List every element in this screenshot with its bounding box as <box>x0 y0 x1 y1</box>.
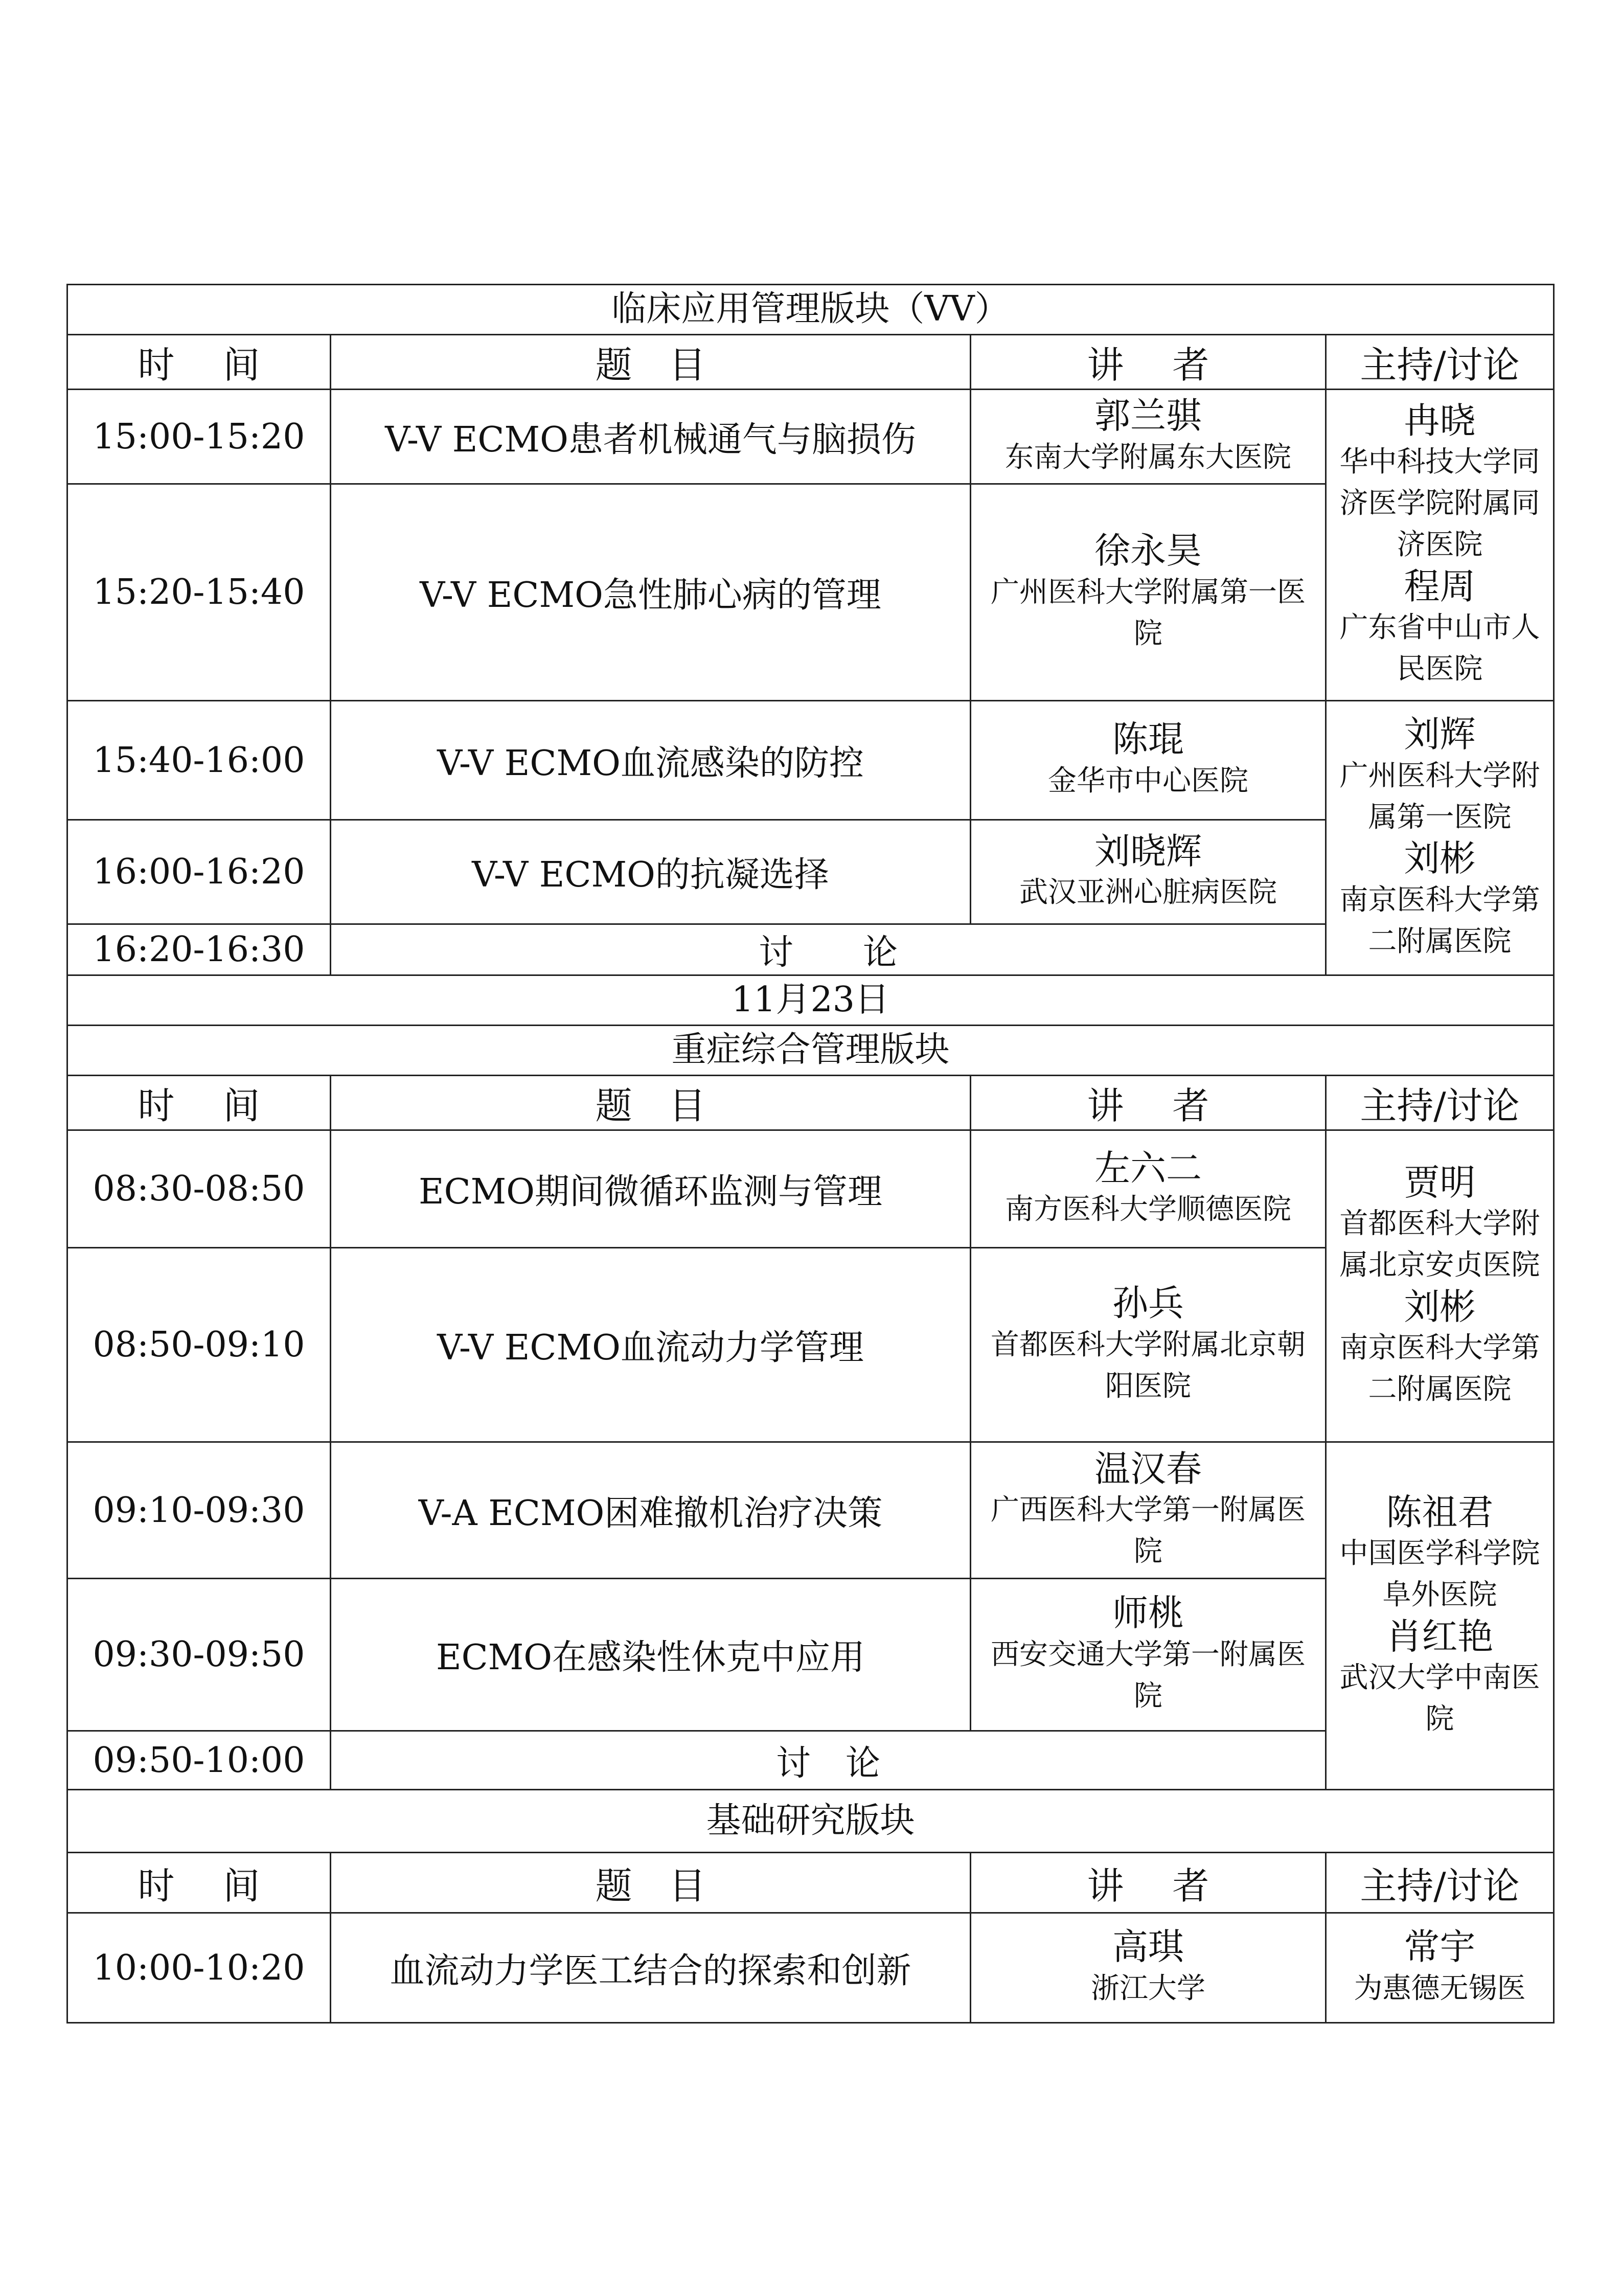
header-topic: 题 目 <box>331 335 971 390</box>
speaker-name: 徐永昊 <box>1094 530 1202 572</box>
time-cell: 10:00-10:20 <box>67 1913 331 2023</box>
speaker-cell <box>971 1442 1326 1579</box>
header-speaker: 讲 者 <box>971 1076 1326 1130</box>
section-title-row <box>67 285 1554 335</box>
discussion-cell: 讨 论 <box>331 924 1326 975</box>
speaker-affiliation: 西安交通大学第一附属医院 <box>991 1638 1306 1713</box>
table-row <box>67 390 1554 484</box>
section-title-row <box>67 1026 1554 1076</box>
topic-cell: ECMO期间微循环监测与管理 <box>331 1130 971 1248</box>
speaker-name: 郭兰骐 <box>1094 395 1202 437</box>
header-time: 时 间 <box>67 1076 331 1130</box>
host-affiliation: 首都医科大学附属北京安贞医院 <box>1339 1207 1540 1282</box>
topic-cell: V-V ECMO血流动力学管理 <box>331 1248 971 1442</box>
host-affiliation: 华中科技大学同济医学院附属同济医院 <box>1339 445 1540 562</box>
topic-cell: V-V ECMO血流感染的防控 <box>331 701 971 820</box>
speaker-affiliation: 金华市中心医院 <box>1048 764 1248 798</box>
speaker-cell <box>971 1913 1326 2023</box>
header-speaker: 讲 者 <box>971 1853 1326 1913</box>
header-host: 主持/讨论 <box>1326 1076 1554 1130</box>
speaker-cell <box>971 390 1326 484</box>
time-cell: 08:30-08:50 <box>67 1130 331 1248</box>
topic-cell: ECMO在感染性休克中应用 <box>331 1579 971 1731</box>
header-row <box>67 335 1554 390</box>
schedule-table <box>66 284 1555 2024</box>
header-row <box>67 1853 1554 1913</box>
speaker-name: 刘晓辉 <box>1094 830 1202 872</box>
speaker-affiliation: 南方医科大学顺德医院 <box>1005 1193 1291 1226</box>
host-cell <box>1326 390 1554 701</box>
host-name: 刘彬 <box>1404 1285 1476 1328</box>
table-row <box>67 701 1554 820</box>
speaker-affiliation: 广州医科大学附属第一医院 <box>991 575 1306 650</box>
speaker-cell <box>971 1579 1326 1731</box>
header-row <box>67 1076 1554 1130</box>
header-speaker: 讲 者 <box>971 335 1326 390</box>
topic-cell: 血流动力学医工结合的探索和创新 <box>331 1913 971 2023</box>
host-affiliation: 武汉大学中南医院 <box>1339 1661 1540 1736</box>
host-affiliation: 广州医科大学附属第一医院 <box>1339 759 1540 834</box>
date-label: 11月23日 <box>67 975 1554 1026</box>
speaker-affiliation: 首都医科大学附属北京朝阳医院 <box>991 1328 1306 1403</box>
host-name: 肖红艳 <box>1386 1615 1494 1657</box>
time-cell: 16:00-16:20 <box>67 820 331 924</box>
header-time: 时 间 <box>67 335 331 390</box>
host-cell <box>1326 701 1554 975</box>
section-title: 临床应用管理版块（VV） <box>67 285 1554 335</box>
discussion-cell: 讨 论 <box>331 1731 1326 1790</box>
table-row <box>67 1130 1554 1248</box>
section-title: 基础研究版块 <box>67 1790 1554 1853</box>
host-name: 常宇 <box>1404 1926 1476 1968</box>
header-topic: 题 目 <box>331 1076 971 1130</box>
topic-cell: V-A ECMO困难撤机治疗决策 <box>331 1442 971 1579</box>
speaker-cell <box>971 701 1326 820</box>
speaker-cell <box>971 1130 1326 1248</box>
time-cell: 15:20-15:40 <box>67 484 331 701</box>
host-name: 刘彬 <box>1404 837 1476 879</box>
speaker-affiliation: 武汉亚洲心脏病医院 <box>1019 876 1277 910</box>
topic-cell: V-V ECMO的抗凝选择 <box>331 820 971 924</box>
host-affiliation: 中国医学科学院阜外医院 <box>1339 1537 1540 1612</box>
speaker-cell <box>971 820 1326 924</box>
time-cell: 15:00-15:20 <box>67 390 331 484</box>
header-host: 主持/讨论 <box>1326 335 1554 390</box>
host-cell <box>1326 1442 1554 1790</box>
speaker-affiliation: 浙江大学 <box>1091 1971 1205 2005</box>
section-title-row <box>67 1790 1554 1853</box>
time-cell: 09:10-09:30 <box>67 1442 331 1579</box>
speaker-affiliation: 广西医科大学第一附属医院 <box>991 1493 1306 1568</box>
table-row <box>67 1913 1554 2023</box>
host-affiliation: 南京医科大学第二附属医院 <box>1339 1331 1540 1406</box>
time-cell: 15:40-16:00 <box>67 701 331 820</box>
speaker-name: 高琪 <box>1112 1926 1184 1968</box>
speaker-cell <box>971 484 1326 701</box>
header-host: 主持/讨论 <box>1326 1853 1554 1913</box>
host-name: 陈祖君 <box>1386 1491 1494 1533</box>
date-row <box>67 975 1554 1026</box>
host-affiliation: 广东省中山市人民医院 <box>1339 611 1540 686</box>
host-name: 刘辉 <box>1404 713 1476 756</box>
speaker-name: 师桃 <box>1112 1592 1184 1634</box>
section-title: 重症综合管理版块 <box>67 1026 1554 1076</box>
host-name: 贾明 <box>1404 1161 1476 1203</box>
host-cell <box>1326 1913 1554 2023</box>
host-affiliation: 为惠德无锡医 <box>1354 1971 1526 2005</box>
header-time: 时 间 <box>67 1853 331 1913</box>
host-affiliation: 南京医科大学第二附属医院 <box>1339 883 1540 958</box>
topic-cell: V-V ECMO患者机械通气与脑损伤 <box>331 390 971 484</box>
host-name: 程周 <box>1404 565 1476 607</box>
host-cell <box>1326 1130 1554 1442</box>
speaker-name: 左六二 <box>1094 1147 1202 1189</box>
header-topic: 题 目 <box>331 1853 971 1913</box>
host-name: 冉晓 <box>1404 399 1476 442</box>
speaker-name: 孙兵 <box>1112 1282 1184 1325</box>
speaker-cell <box>971 1248 1326 1442</box>
time-cell: 16:20-16:30 <box>67 924 331 975</box>
time-cell: 09:50-10:00 <box>67 1731 331 1790</box>
table-row <box>67 1442 1554 1579</box>
speaker-name: 陈琨 <box>1112 718 1184 761</box>
time-cell: 08:50-09:10 <box>67 1248 331 1442</box>
topic-cell: V-V ECMO急性肺心病的管理 <box>331 484 971 701</box>
time-cell: 09:30-09:50 <box>67 1579 331 1731</box>
speaker-affiliation: 东南大学附属东大医院 <box>1005 440 1291 474</box>
speaker-name: 温汉春 <box>1094 1447 1202 1490</box>
